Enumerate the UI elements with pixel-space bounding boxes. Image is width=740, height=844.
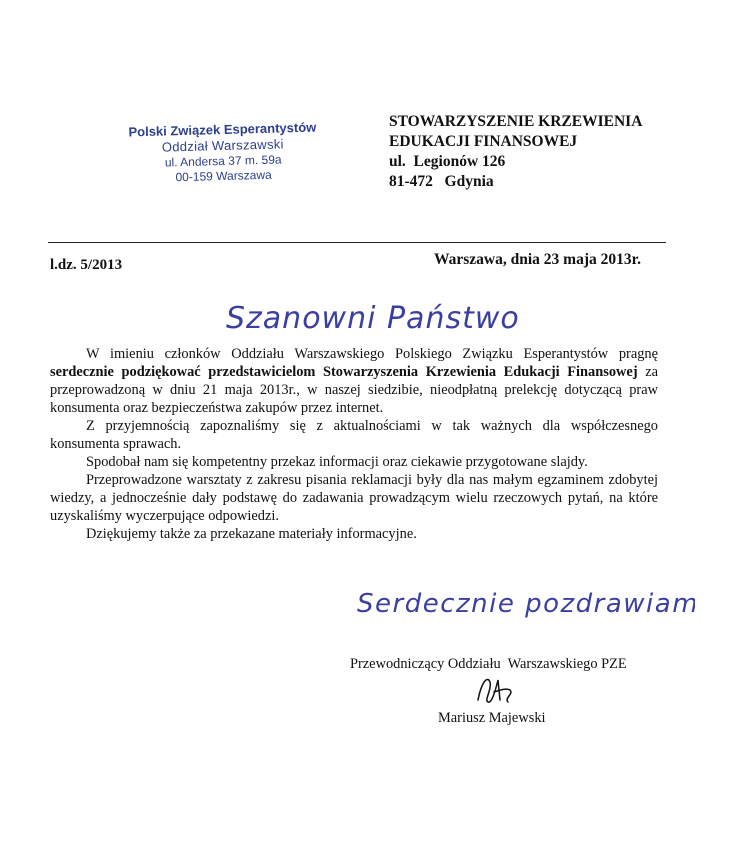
signatory-title: Przewodniczący Oddziału Warszawskiego PZE — [350, 656, 627, 672]
stamp-branch: Oddział Warszawski — [161, 136, 284, 155]
paragraph-2: Z przyjemnością zapoznaliśmy się z aktualnościami w tak ważnych dla współczesnego konsumenta sprawach. — [50, 418, 658, 452]
recipient-address — [389, 112, 642, 192]
paragraph-1-intro: W imieniu członków Oddziału Warszawskiego Polskiego Związku Esperantystów pragnę — [86, 346, 658, 362]
date-line: Warszawa, dnia 23 maja 2013r. — [434, 251, 641, 268]
recipient-line-3: ul. Legionów 126 — [389, 153, 506, 170]
paragraph-3: Spodobał nam się kompetentny przekaz informacji oraz ciekawie przygotowane slajdy. — [86, 454, 588, 470]
stamp-city: 00-159 Warszawa — [175, 167, 272, 185]
paragraph-4: Przeprowadzone warsztaty z zakresu pisania reklamacji były dla nas małym egzaminem zdobytej wiedzy, a jednocześnie dały podstawę do zadawania prowadzącym wielu rzeczowych pytań, na które uzyskaliśmy wyczerpujące odpowiedzi. — [50, 472, 658, 524]
paragraph-5: Dziękujemy także za przekazane materiały informacyjne. — [86, 526, 417, 542]
handwritten-signature — [470, 670, 530, 715]
reference-number: l.dz. 5/2013 — [50, 257, 123, 273]
handwritten-greeting — [222, 290, 522, 347]
header-divider — [48, 242, 666, 243]
signatory-name: Mariusz Majewski — [438, 710, 546, 726]
greeting-text: Szanowni Państwo! — [226, 301, 522, 336]
paragraph-1 — [50, 345, 658, 417]
paragraph-1-rest: za przeprowadzoną w dniu 21 maja 2013r., w naszej siedzibie, nieodpłatną prelekcję dotyczącą praw konsumenta oraz bezpieczeństwa zakupów przez internet. — [50, 364, 658, 416]
recipient-line-1: STOWARZYSZENIE KRZEWIENIA — [389, 113, 643, 130]
letter-body — [50, 345, 658, 543]
closing-text: Serdecznie pozdrawiam — [357, 589, 695, 619]
recipient-line-4: 81-472 Gdynia — [389, 173, 494, 190]
stamp-org-name: Polski Związek Esperantystów — [128, 119, 317, 140]
stamp-street: ul. Andersa 37 m. 59a — [164, 152, 282, 170]
paragraph-1-emphasis: serdecznie podziękować przedstawicielom Stowarzyszenia Krzewienia Edukacji Finansowej — [50, 364, 638, 380]
handwritten-closing — [355, 580, 695, 635]
recipient-line-2: EDUKACJI FINANSOWEJ — [389, 133, 578, 150]
organization-stamp — [117, 119, 329, 186]
